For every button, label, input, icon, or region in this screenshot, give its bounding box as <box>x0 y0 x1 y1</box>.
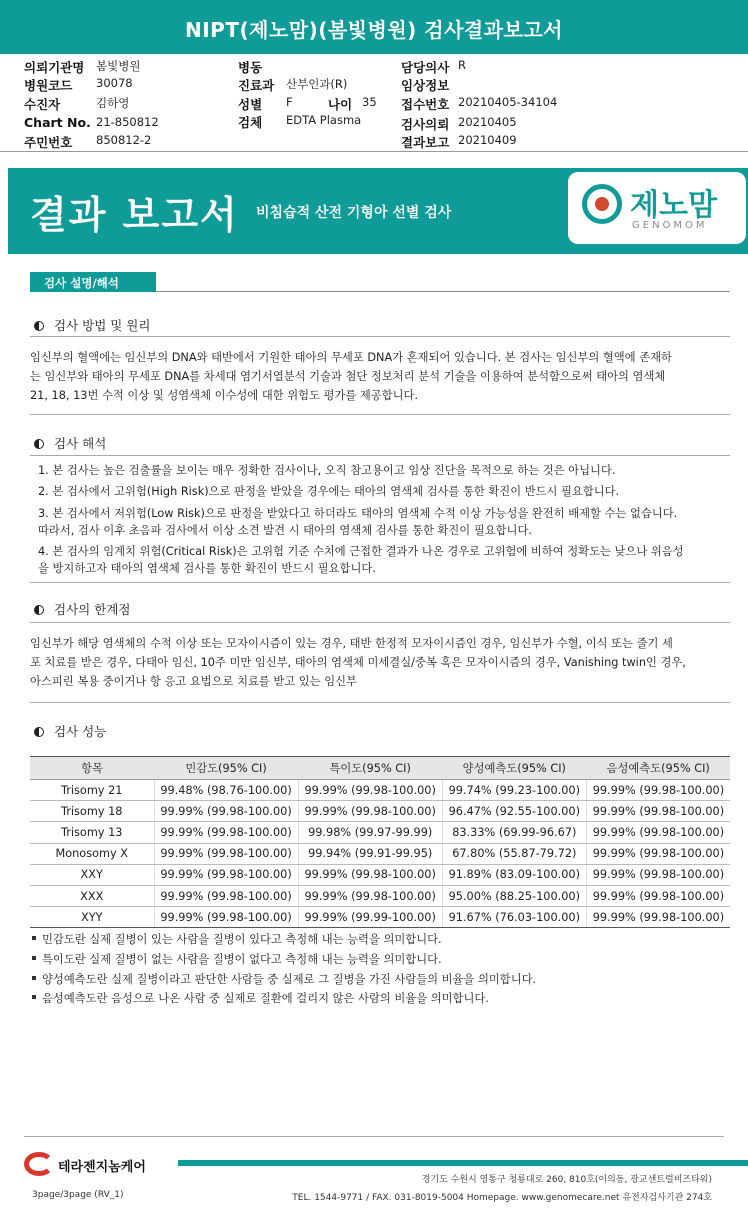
info-value: F <box>286 95 293 109</box>
limitations-heading: 검사의 한계점 <box>54 602 131 617</box>
table-cell: Trisomy 21 <box>30 780 154 801</box>
section-heading <box>34 316 150 334</box>
bullet-icon <box>32 995 36 999</box>
info-value: 30078 <box>96 76 133 90</box>
text-line: 포 치료를 받은 경우, 다태아 임신, 10주 미만 임신부, 태아의 염색체 미세결실/중복 혹은 모자이시즘의 경우, Vanishing twin인 경우, <box>30 656 686 669</box>
patient-info <box>0 56 748 150</box>
info-label: 병원코드 <box>24 78 73 93</box>
table-header-row <box>30 757 730 780</box>
table-row <box>30 822 730 843</box>
table-cell: 99.94% (99.91-99.95) <box>298 843 442 864</box>
info-value: 20210405 <box>458 115 517 129</box>
note-text: 양성예측도란 실제 질병이라고 판단한 사람들 중 실제로 그 질병을 가진 사람들의 비율을 의미합니다. <box>42 972 537 986</box>
table-row <box>30 780 730 801</box>
table-cell: 67.80% (55.87-79.72) <box>442 843 586 864</box>
info-value: 김하영 <box>96 96 130 110</box>
table-cell: 99.99% (99.98-100.00) <box>586 843 730 864</box>
section-heading <box>34 722 106 740</box>
company-contact: TEL. 1544-9771 / FAX. 031-8019-5004 Homepage. www.genomecare.net 유전자검사기관 274호 <box>292 1193 712 1203</box>
info-label: 진료과 <box>238 78 275 93</box>
info-value: 20210405-34104 <box>458 95 558 109</box>
performance-heading: 검사 성능 <box>54 724 107 739</box>
note-text: 특이도란 실제 질병이 없는 사람을 질병이 없다고 측정해 내는 능력을 의미합니다. <box>42 952 442 966</box>
info-label: 담당의사 <box>401 60 450 75</box>
half-circle-icon <box>34 727 44 737</box>
table-row <box>30 843 730 864</box>
divider <box>30 582 730 583</box>
table-cell: 99.98% (99.97-99.99) <box>298 822 442 843</box>
text-line: 임신부가 해당 염색체의 수적 이상 또는 모자이시즘이 있는 경우, 태반 한정적 모자이시즘인 경우, 임신부가 수혈, 이식 또는 줄기 세 <box>30 637 673 650</box>
note-item <box>32 989 536 1009</box>
banner-subtitle: 비침습적 산전 기형아 선별 검사 <box>256 205 452 221</box>
table-cell: 99.48% (98.76-100.00) <box>154 780 298 801</box>
info-label: 임상정보 <box>401 78 450 93</box>
note-item <box>32 930 536 950</box>
note-text: 음성예측도란 음성으로 나온 사람 중 실제로 질환에 걸리지 않은 사람의 비율을 의미합니다. <box>42 992 489 1006</box>
table-cell: 99.99% (99.98-100.00) <box>154 801 298 822</box>
company-logo <box>24 1152 184 1178</box>
table-row <box>30 864 730 885</box>
table-cell: Trisomy 18 <box>30 801 154 822</box>
column-header: 항목 <box>30 757 154 780</box>
info-label: 검체 <box>238 115 263 130</box>
column-header: 양성예측도(95% CI) <box>442 757 586 780</box>
divider <box>30 336 730 337</box>
info-label: 성별 <box>238 97 263 112</box>
table-cell: 99.99% (99.98-100.00) <box>298 864 442 885</box>
bullet-icon <box>32 956 36 960</box>
table-cell: 99.99% (99.98-100.00) <box>586 864 730 885</box>
result-banner <box>8 168 748 254</box>
half-circle-icon <box>34 605 44 615</box>
note-item <box>32 970 536 990</box>
divider <box>156 291 730 292</box>
info-label: 결과보고 <box>401 135 450 150</box>
info-label: Chart No. <box>24 115 91 130</box>
company-name: 테라젠지놈케어 <box>58 1160 146 1175</box>
table-cell: 99.99% (99.98-100.00) <box>298 885 442 906</box>
table-row <box>30 801 730 822</box>
section-heading <box>34 600 130 618</box>
table-cell: 99.99% (99.99-100.00) <box>298 907 442 928</box>
section-tab-label: 검사 설명/해석 <box>30 272 156 292</box>
info-value: 21-850812 <box>96 115 159 129</box>
logo-eng: GENOMOM <box>632 220 708 231</box>
table-cell: 91.67% (76.03-100.00) <box>442 907 586 928</box>
note-text: 민감도란 실제 질병이 있는 사람을 질병이 있다고 측정해 내는 능력을 의미합니다. <box>42 933 442 946</box>
note-item <box>32 950 536 970</box>
divider <box>30 414 730 415</box>
table-cell: 99.99% (99.98-100.00) <box>586 801 730 822</box>
section-tab <box>30 272 730 292</box>
table-cell: XXY <box>30 864 154 885</box>
info-value: 산부인과(R) <box>286 77 348 91</box>
banner-title: 결과 보고서 <box>30 193 239 237</box>
info-value: EDTA Plasma <box>286 113 362 127</box>
table-cell: 99.99% (99.98-100.00) <box>298 801 442 822</box>
column-header: 민감도(95% CI) <box>154 757 298 780</box>
table-cell: Monosomy X <box>30 843 154 864</box>
interpretation-heading: 검사 해석 <box>54 436 107 451</box>
table-cell: 99.99% (99.98-100.00) <box>586 780 730 801</box>
list-item: 을 방지하고자 태아의 염색체 검사를 통한 확진이 반드시 필요합니다. <box>38 562 376 575</box>
list-item: 따라서, 검사 이후 초음파 검사에서 이상 소견 발견 시 태아의 염색체 검사를 통한 확진이 필요합니다. <box>38 524 532 537</box>
genomom-mark-icon <box>582 184 622 224</box>
info-value: 850812-2 <box>96 133 152 147</box>
page-number: 3page/3page (RV_1) <box>32 1190 124 1200</box>
table-cell: 99.99% (99.98-100.00) <box>154 864 298 885</box>
method-heading: 검사 방법 및 원리 <box>54 318 151 333</box>
table-cell: 99.99% (99.98-100.00) <box>298 780 442 801</box>
table-cell: XXX <box>30 885 154 906</box>
performance-table <box>30 756 730 928</box>
list-item: 4. 본 검사의 임계치 위험(Critical Risk)은 고위험 기준 수치에 근접한 결과가 나온 경우로 고위험에 비하여 정확도는 낮으나 위음성 <box>38 545 684 558</box>
theragen-logo-icon <box>24 1152 54 1176</box>
info-value: 35 <box>362 95 377 109</box>
table-cell: 99.99% (99.98-100.00) <box>586 885 730 906</box>
footer-bar <box>178 1160 748 1166</box>
table-cell: 91.89% (83.09-100.00) <box>442 864 586 885</box>
table-cell: 99.74% (99.23-100.00) <box>442 780 586 801</box>
genomom-logo <box>568 172 746 244</box>
bullet-icon <box>32 976 36 980</box>
table-cell: XYY <box>30 907 154 928</box>
performance-notes <box>32 930 536 1009</box>
info-value: 봄빛병원 <box>96 59 141 73</box>
text-line: 임신부의 혈액에는 임신부의 DNA와 태반에서 기원한 태아의 무세포 DNA가 혼재되어 있습니다. 본 검사는 임신부의 혈액에 존재하 <box>30 351 672 364</box>
limitations-text <box>30 634 730 691</box>
report-header <box>0 0 748 54</box>
table-row <box>30 885 730 906</box>
report-title: NIPT(제노맘)(봄빛병원) 검사결과보고서 <box>185 18 563 42</box>
divider <box>30 455 730 456</box>
logo-name: 제노맘 <box>630 188 717 223</box>
table-cell: 99.99% (99.98-100.00) <box>154 907 298 928</box>
divider <box>24 1136 724 1137</box>
info-label: 나이 <box>328 97 353 112</box>
info-value: R <box>458 58 466 72</box>
info-value: 20210409 <box>458 133 517 147</box>
info-label: 병동 <box>238 60 263 75</box>
table-row <box>30 907 730 928</box>
info-label: 주민번호 <box>24 135 73 150</box>
text-line: 21, 18, 13번 수적 이상 및 성염색체 이수성에 대한 위험도 평가를 제공합니다. <box>30 389 419 402</box>
table-cell: 96.47% (92.55-100.00) <box>442 801 586 822</box>
text-line: 는 임신부와 태아의 무세포 DNA를 차세대 염기서열분석 기술과 첨단 정보처리 분석 기술을 이용하여 분석함으로써 태아의 염색체 <box>30 370 666 383</box>
column-header: 음성예측도(95% CI) <box>586 757 730 780</box>
list-item: 3. 본 검사에서 저위험(Low Risk)으로 판정을 받았다고 하더라도 태아의 염색체 수적 이상 가능성을 완전히 배제할 수는 없습니다. <box>38 507 678 520</box>
info-label: 수진자 <box>24 97 61 112</box>
table-cell: 95.00% (88.25-100.00) <box>442 885 586 906</box>
table-cell: 99.99% (99.98-100.00) <box>154 843 298 864</box>
info-label: 접수번호 <box>401 97 450 112</box>
table-cell: 83.33% (69.99-96.67) <box>442 822 586 843</box>
divider <box>0 151 748 152</box>
divider <box>30 622 730 623</box>
text-line: 아스피린 복용 중이거나 항 응고 요법으로 치료를 받고 있는 임신부 <box>30 675 357 688</box>
half-circle-icon <box>34 439 44 449</box>
table-cell: Trisomy 13 <box>30 822 154 843</box>
table-cell: 99.99% (99.98-100.00) <box>586 907 730 928</box>
table-cell: 99.99% (99.98-100.00) <box>586 822 730 843</box>
column-header: 특이도(95% CI) <box>298 757 442 780</box>
method-text <box>30 348 730 405</box>
info-label: 검사의뢰 <box>401 117 450 132</box>
half-circle-icon <box>34 321 44 331</box>
company-address: 경기도 수원시 영통구 청룡대로 260, 810호(이의동, 광교센트럴비즈타워) <box>421 1175 712 1185</box>
table-cell: 99.99% (99.98-100.00) <box>154 822 298 843</box>
bullet-icon <box>32 936 36 940</box>
divider <box>30 702 730 703</box>
section-heading <box>34 434 106 452</box>
info-label: 의뢰기관명 <box>24 60 85 75</box>
table-cell: 99.99% (99.98-100.00) <box>154 885 298 906</box>
list-item: 1. 본 검사는 높은 검출률을 보이는 매우 정확한 검사이나, 오직 참고용이고 임상 진단을 목적으로 하는 것은 아닙니다. <box>38 464 616 477</box>
list-item: 2. 본 검사에서 고위험(High Risk)으로 판정을 받았을 경우에는 태아의 염색체 검사를 통한 확진이 반드시 필요합니다. <box>38 485 620 498</box>
